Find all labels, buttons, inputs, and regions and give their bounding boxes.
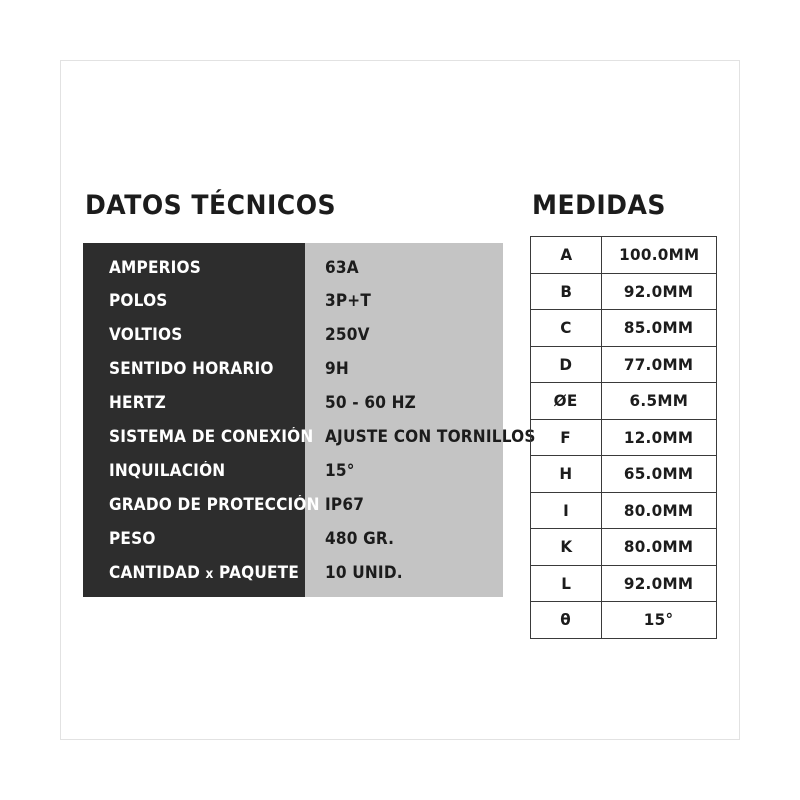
spec-label-text: AMPERIOS bbox=[109, 257, 201, 277]
measure-value-text: 15° bbox=[644, 610, 674, 630]
measure-value-text: 12.0MM bbox=[624, 427, 694, 447]
table-row bbox=[531, 383, 717, 420]
spec-value-text: 3P+T bbox=[325, 290, 372, 310]
measurements-body bbox=[531, 237, 717, 639]
spec-value-cell bbox=[305, 317, 503, 351]
spec-value-cell bbox=[305, 351, 503, 385]
table-row bbox=[531, 602, 717, 639]
spec-value-cell bbox=[305, 453, 503, 487]
spec-label-text: SENTIDO HORARIO bbox=[109, 358, 274, 378]
measure-key-cell bbox=[531, 383, 602, 420]
measure-key-text: θ bbox=[560, 610, 572, 630]
measurements-block bbox=[530, 190, 710, 639]
technical-data-table bbox=[83, 243, 536, 597]
spec-value-cell bbox=[305, 283, 503, 317]
measure-value-text: 80.0MM bbox=[624, 500, 694, 520]
table-row bbox=[83, 317, 503, 351]
measure-value-cell bbox=[602, 273, 717, 310]
measure-key-text: C bbox=[560, 318, 572, 338]
measure-value-cell bbox=[602, 456, 717, 493]
measure-key-text: ØE bbox=[554, 391, 578, 411]
technical-data-title: DATOS TÉCNICOS bbox=[85, 190, 337, 221]
table-row bbox=[83, 385, 503, 419]
measure-value-text: 92.0MM bbox=[624, 281, 694, 301]
measure-key-cell bbox=[531, 273, 602, 310]
spec-label-text: INQUILACIÓN bbox=[109, 460, 226, 480]
measure-value-text: 77.0MM bbox=[624, 354, 694, 374]
measure-key-cell bbox=[531, 237, 602, 274]
measure-key-cell bbox=[531, 602, 602, 639]
spec-value-text: 9H bbox=[325, 358, 349, 378]
measurements-title: MEDIDAS bbox=[532, 190, 666, 221]
table-row bbox=[83, 453, 503, 487]
multiplier-glyph: x bbox=[205, 566, 214, 582]
table-row bbox=[83, 243, 503, 283]
spec-label-cell bbox=[83, 385, 305, 419]
spec-label-text: SISTEMA DE CONEXIÓN bbox=[109, 426, 314, 446]
spec-value-text: 10 UNID. bbox=[325, 562, 403, 582]
spec-value-cell bbox=[305, 521, 503, 555]
spec-label-text: CANTIDAD x PAQUETE bbox=[109, 562, 300, 582]
measure-value-cell bbox=[602, 237, 717, 274]
spec-value-text: 250V bbox=[325, 324, 370, 344]
technical-data-body bbox=[83, 243, 536, 597]
spec-label-cell bbox=[83, 283, 305, 317]
measure-key-text: A bbox=[559, 245, 573, 265]
measure-key-text: L bbox=[561, 573, 571, 593]
spec-value-text: 50 - 60 HZ bbox=[325, 392, 416, 412]
spec-value-text: 63A bbox=[325, 257, 359, 277]
measure-value-cell bbox=[602, 310, 717, 347]
spec-value-cell bbox=[305, 419, 536, 453]
spec-label-cell bbox=[83, 487, 320, 521]
spec-value-text: 480 GR. bbox=[325, 528, 395, 548]
measure-value-cell bbox=[602, 602, 717, 639]
measure-key-cell bbox=[531, 419, 602, 456]
table-row bbox=[531, 273, 717, 310]
measure-key-cell bbox=[531, 492, 602, 529]
spec-label-cell bbox=[83, 243, 305, 283]
table-row bbox=[531, 456, 717, 493]
measure-value-cell bbox=[602, 529, 717, 566]
table-row bbox=[531, 565, 717, 602]
spec-label-text: GRADO DE PROTECCIÓN bbox=[109, 494, 320, 514]
measure-value-text: 92.0MM bbox=[624, 573, 694, 593]
measure-value-cell bbox=[602, 383, 717, 420]
table-row bbox=[531, 492, 717, 529]
spec-label-cell bbox=[83, 521, 305, 555]
measure-key-cell bbox=[531, 346, 602, 383]
spec-label-cell bbox=[83, 555, 305, 597]
table-row bbox=[83, 419, 503, 453]
spec-label-cell bbox=[83, 453, 305, 487]
measure-key-text: D bbox=[559, 354, 573, 374]
spec-value-cell bbox=[305, 487, 503, 521]
measure-value-cell bbox=[602, 419, 717, 456]
spec-label-cell bbox=[83, 317, 305, 351]
measure-key-cell bbox=[531, 310, 602, 347]
measurements-table bbox=[530, 236, 717, 639]
measure-key-text: B bbox=[560, 281, 572, 301]
spec-label-cell bbox=[83, 419, 314, 453]
measure-key-cell bbox=[531, 529, 602, 566]
table-row bbox=[531, 310, 717, 347]
spec-label-text: VOLTIOS bbox=[109, 324, 183, 344]
spec-value-text: IP67 bbox=[325, 494, 365, 514]
measure-value-cell bbox=[602, 346, 717, 383]
table-row bbox=[531, 237, 717, 274]
table-row bbox=[531, 419, 717, 456]
measure-key-cell bbox=[531, 565, 602, 602]
spec-label-text: HERTZ bbox=[109, 392, 166, 412]
measure-value-text: 65.0MM bbox=[624, 464, 694, 484]
table-row bbox=[83, 521, 503, 555]
spec-label-text: POLOS bbox=[109, 290, 168, 310]
spec-label-cell bbox=[83, 351, 305, 385]
measure-key-text: I bbox=[563, 500, 569, 520]
measure-key-text: H bbox=[559, 464, 573, 484]
spec-value-text: AJUSTE CON TORNILLOS bbox=[325, 426, 536, 446]
table-row bbox=[83, 487, 503, 521]
spec-value-cell bbox=[305, 555, 503, 597]
measure-value-text: 85.0MM bbox=[624, 318, 694, 338]
measure-key-cell bbox=[531, 456, 602, 493]
measure-value-text: 100.0MM bbox=[618, 245, 700, 265]
table-row bbox=[531, 529, 717, 566]
measure-value-text: 80.0MM bbox=[624, 537, 694, 557]
measure-value-cell bbox=[602, 492, 717, 529]
measure-key-text: K bbox=[559, 537, 573, 557]
spec-value-cell bbox=[305, 385, 503, 419]
measure-key-text: F bbox=[560, 427, 572, 447]
table-row bbox=[83, 283, 503, 317]
table-row bbox=[83, 351, 503, 385]
table-row bbox=[531, 346, 717, 383]
technical-data-block bbox=[83, 190, 536, 597]
table-row bbox=[83, 555, 503, 597]
spec-value-cell bbox=[305, 243, 503, 283]
measure-value-cell bbox=[602, 565, 717, 602]
measure-value-text: 6.5MM bbox=[629, 391, 689, 411]
spec-label-text: PESO bbox=[109, 528, 156, 548]
spec-value-text: 15° bbox=[325, 460, 355, 480]
